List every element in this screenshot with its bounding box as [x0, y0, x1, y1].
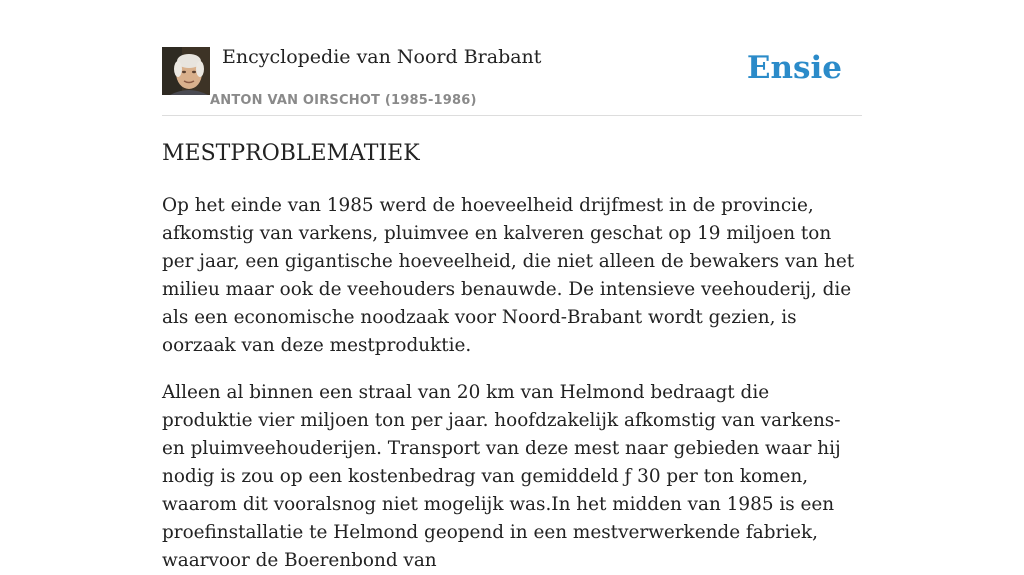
- article-headword: MESTPROBLEMATIEK: [162, 141, 420, 166]
- header: [162, 46, 862, 116]
- author-portrait-image: [162, 47, 210, 95]
- article-paragraph: Op het einde van 1985 werd de hoeveelheid drijfmest in de provincie, afkomstig van varkens, pluimvee en kalveren geschat op 19 miljoen ton per jaar, een gigantische hoeveelheid, die niet alleen de bewakers van het milieu maar ook de veehouders benauwde. De intensieve veehouderij, die als een economische noodzaak voor Noord-Brabant wordt gezien, is oorzaak van deze mestproduktie.: [162, 195, 855, 356]
- encyclopedia-title[interactable]: Encyclopedie van Noord Brabant: [222, 46, 542, 68]
- author-avatar[interactable]: [162, 47, 210, 95]
- article-paragraph: Alleen al binnen een straal van 20 km van Helmond bedraagt die produktie vier miljoen ton per jaar. hoofdzakelijk afkomstig van varkens- en pluimveehouderijen. Transport van deze mest naar gebieden waar hij nodig is zou op een kostenbedrag van gemiddeld ƒ 30 per ton komen, waarom dit vooralsnog niet mogelijk was.In het midden van 1985 is een proefinstallatie te Helmond geopend in een mestverwerkende fabriek, waarvoor de Boerenbond van: [162, 382, 841, 571]
- header-divider: [162, 115, 862, 116]
- article: [162, 138, 862, 575]
- ensie-logo[interactable]: Ensie: [746, 50, 842, 86]
- author-name[interactable]: ANTON VAN OIRSCHOT (1985-1986): [210, 93, 477, 108]
